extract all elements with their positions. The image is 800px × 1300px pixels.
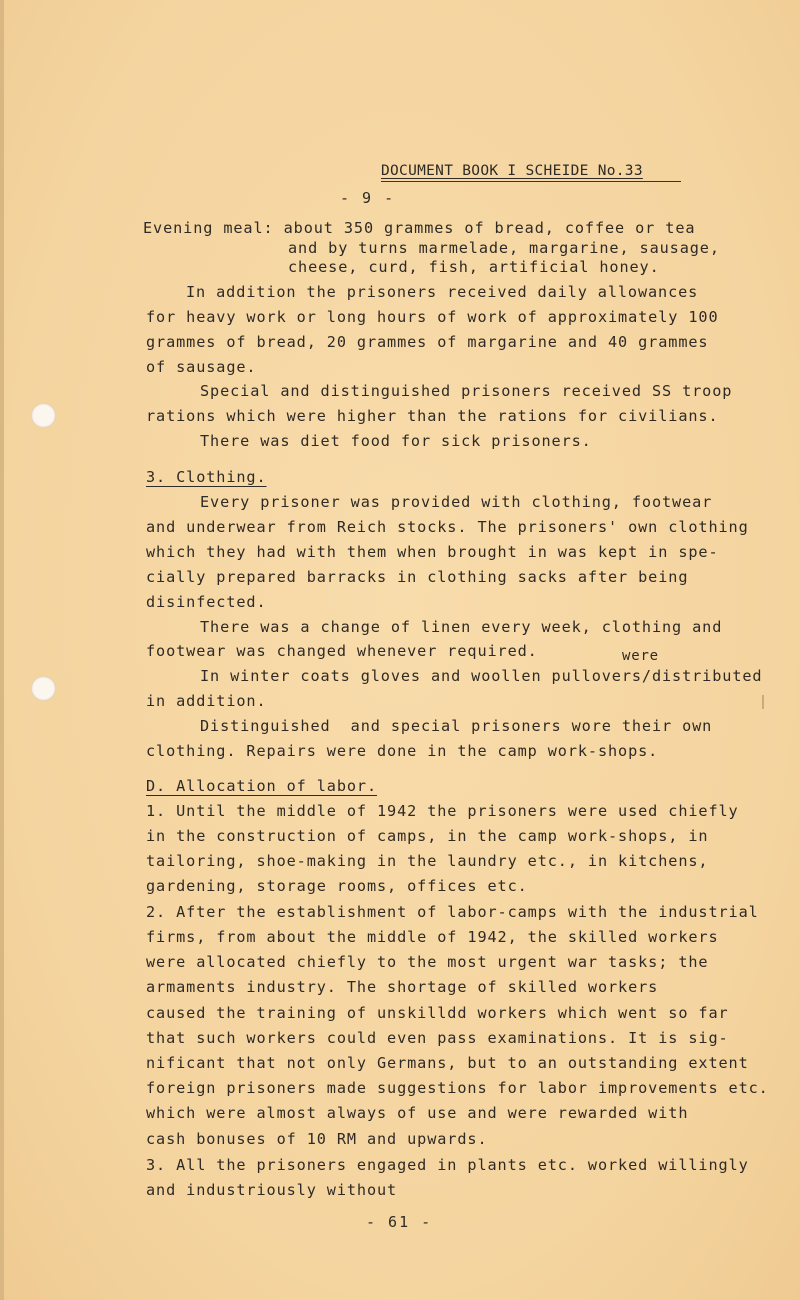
text-line: clothing. Repairs were done in the camp work-shops. — [146, 742, 659, 760]
margin-mark — [762, 695, 764, 709]
handwritten-insert: were — [622, 648, 659, 664]
page-number-top: - 9 - — [340, 189, 396, 207]
page-number-bottom: - 61 - — [366, 1213, 433, 1231]
page-edge — [0, 0, 4, 1300]
text-line: tailoring, shoe-making in the laundry etc., in kitchens, — [146, 852, 709, 870]
text-line: caused the training of unskilldd workers which went so far — [146, 1004, 729, 1022]
text-line: that such workers could even pass examinations. It is sig- — [146, 1029, 729, 1047]
text-line: which were almost always of use and were rewarded with — [146, 1104, 689, 1122]
text-line: and industriously without — [146, 1181, 398, 1199]
punch-hole-bottom — [31, 676, 56, 701]
section-heading-labor: D. Allocation of labor. — [146, 777, 378, 795]
text-line: firms, from about the middle of 1942, the skilled workers — [146, 928, 719, 946]
text-line: which they had with them when brought in was kept in spe- — [146, 543, 719, 561]
text-line: in the construction of camps, in the camp work-shops, in — [146, 827, 709, 845]
header-underline — [381, 181, 681, 182]
text-line: cheese, curd, fish, artificial honey. — [288, 258, 660, 276]
text-line: In winter coats gloves and woollen pullovers/distributed — [200, 667, 763, 685]
document-reference: DOCUMENT BOOK I SCHEIDE No.33 — [381, 163, 643, 179]
text-line: and by turns marmelade, margarine, sausage, — [288, 239, 720, 257]
text-line: foreign prisoners made suggestions for labor improvements etc. — [146, 1079, 769, 1097]
text-line: cash bonuses of 10 RM and upwards. — [146, 1130, 488, 1148]
text-line: Distinguished and special prisoners wore their own — [200, 717, 713, 735]
section-heading-clothing: 3. Clothing. — [146, 468, 267, 486]
text-line: gardening, storage rooms, offices etc. — [146, 877, 528, 895]
text-line: There was diet food for sick prisoners. — [200, 432, 592, 450]
punch-hole-top — [31, 403, 56, 428]
text-line: in addition. — [146, 692, 267, 710]
text-line: In addition the prisoners received daily allowances — [186, 283, 699, 301]
text-line: of sausage. — [146, 358, 257, 376]
text-line: footwear was changed whenever required. — [146, 642, 538, 660]
text-line: nificant that not only Germans, but to an outstanding extent — [146, 1054, 749, 1072]
text-line: Every prisoner was provided with clothing, footwear — [200, 493, 713, 511]
text-line: 1. Until the middle of 1942 the prisoners were used chiefly — [146, 802, 739, 820]
text-line: were allocated chiefly to the most urgent war tasks; the — [146, 953, 709, 971]
text-line: rations which were higher than the rations for civilians. — [146, 407, 719, 425]
text-line: Evening meal: about 350 grammes of bread, coffee or tea — [143, 219, 696, 237]
text-line: 2. After the establishment of labor-camps with the industrial — [146, 903, 759, 921]
text-line: Special and distinguished prisoners received SS troop — [200, 382, 733, 400]
text-line: disinfected. — [146, 593, 267, 611]
text-line: and underwear from Reich stocks. The prisoners' own clothing — [146, 518, 749, 536]
text-line: for heavy work or long hours of work of approximately 100 — [146, 308, 719, 326]
text-line: 3. All the prisoners engaged in plants etc. worked willingly — [146, 1156, 749, 1174]
text-line: grammes of bread, 20 grammes of margarine and 40 grammes — [146, 333, 709, 351]
text-line: cially prepared barracks in clothing sacks after being — [146, 568, 689, 586]
text-line: There was a change of linen every week, clothing and — [200, 618, 723, 636]
text-line: armaments industry. The shortage of skilled workers — [146, 978, 659, 996]
